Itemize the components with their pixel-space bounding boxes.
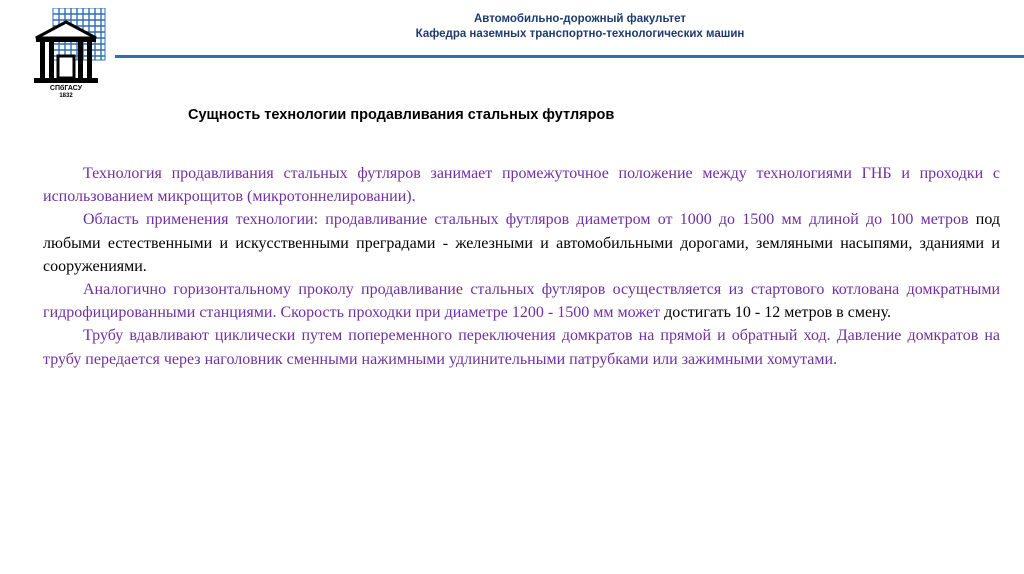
paragraph	[43, 278, 1000, 324]
paragraph-text: Аналогично горизонтальному проколу продавливание стальных футляров осуществляется из стартового котлована домкратными гидрофицированными станциями. Скорость проходки при диаметре 1200 - 1500 мм может	[43, 281, 1000, 322]
paragraph	[43, 208, 1000, 278]
body-text	[43, 162, 1000, 371]
department-title: Кафедра наземных транспортно-технологических машин	[415, 28, 745, 40]
header-divider	[115, 55, 1024, 58]
logo-abbr: СПбГАСУ	[49, 85, 83, 92]
university-logo	[34, 8, 110, 98]
paragraph	[43, 162, 1000, 208]
faculty-title: Автомобильно-дорожный факультет	[473, 13, 687, 25]
slide-title: Сущность технологии продавливания стальных футляров	[188, 107, 615, 123]
paragraph-text: Область применения технологии: продавливание стальных футляров диаметром от 1000 до 1500 мм длиной до 100 метров	[83, 211, 969, 229]
paragraph-text: достигать 10 - 12 метров в смену.	[660, 304, 892, 322]
paragraph-text: Технология продавливания стальных футляров занимает промежуточное положение между технологиями ГНБ и проходки с использованием микрощитов (микротоннелировании).	[43, 165, 1000, 206]
university-building-logo-icon	[34, 8, 110, 98]
paragraph-text: под любыми естественными и искусственными преградами - железными и автомобильными дорогами, земляными насыпями, зданиями и сооружениями.	[43, 211, 1000, 275]
logo-year: 1832	[59, 93, 73, 98]
paragraph-text: Трубу вдавливают циклически путем попеременного переключения домкратов на прямой и обратный ход. Давление домкратов на трубу передается через наголовник сменными нажимными удлинительными патрубками или зажимными хомутами.	[43, 327, 1000, 368]
paragraph	[43, 324, 1000, 370]
